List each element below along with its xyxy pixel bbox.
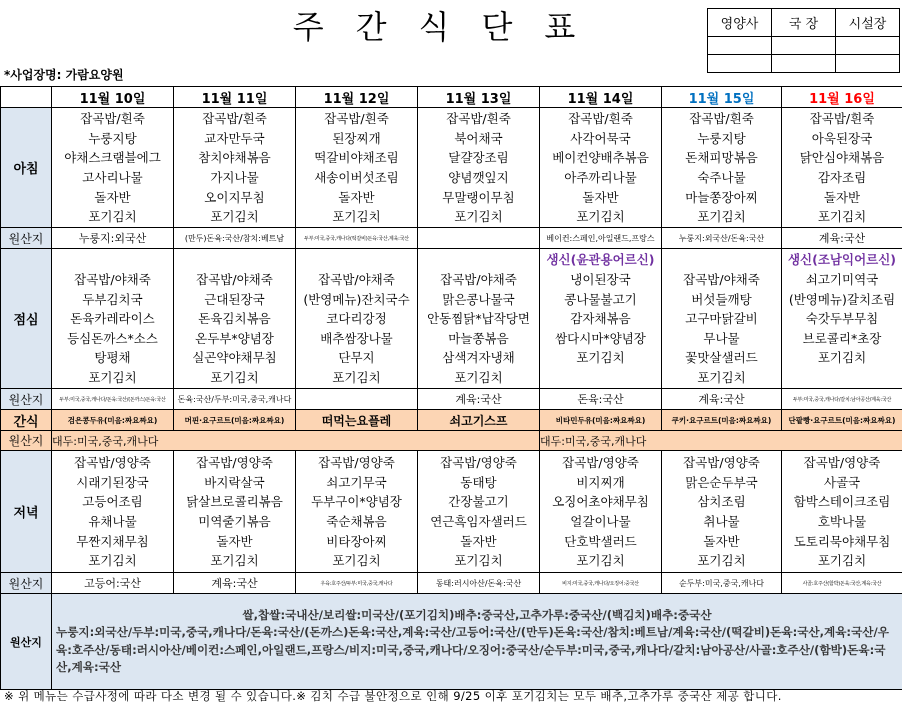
lunch-item: [782, 368, 902, 388]
breakfast-day-2: [296, 108, 418, 228]
dinner-item: 시래기된장국: [76, 474, 149, 490]
dinner-item: 돌자반: [460, 533, 497, 549]
lunch-item: 배추쌈장나물: [320, 330, 393, 346]
dinner-item: 죽순채볶음: [326, 514, 387, 529]
breakfast-item: 돈채피망볶음: [685, 150, 758, 166]
dinner-item: 취나물: [703, 514, 740, 529]
snack-origin-left: 대두:미국,중국,캐나다: [52, 431, 540, 451]
breakfast-item: 북어채국: [454, 130, 503, 146]
lunch-special-4: 생신(윤관용어르신): [546, 252, 655, 268]
dinner-item: 간장불고기: [448, 494, 509, 510]
lunch-item: 무나물: [703, 330, 740, 346]
dinner-item: 포기김치: [817, 553, 867, 569]
breakfast-item: 포기김치: [210, 209, 259, 225]
breakfast-item: 숙주나물: [697, 170, 746, 185]
dinner-item: 미역줄기볶음: [198, 514, 271, 529]
lunch-item: 브로콜리*초장: [802, 330, 882, 346]
breakfast-item: 떡갈비야채조림: [314, 150, 399, 166]
dinner-origin-3: 동태:러시아산/돈육:국산: [418, 573, 540, 594]
lunch-item: 잡곡밥/야채죽: [683, 272, 760, 288]
lunch-item: 안동찜닭*납작당면: [427, 311, 530, 327]
dinner-origin-0: 고등어:국산: [52, 573, 174, 594]
lunch-item: 돈육카레라이스: [70, 311, 155, 327]
lunch-item: 근대된장국: [204, 291, 265, 307]
dinner-item: 잡곡밥/영양죽: [562, 455, 639, 471]
breakfast-item: 참치야채볶음: [198, 150, 271, 166]
approval-sign-1: [708, 37, 772, 55]
dinner-day-5: [662, 451, 782, 573]
dinner-item: 포기김치: [576, 553, 625, 569]
breakfast-item: 된장찌개: [332, 130, 381, 146]
lunch-item: 잡곡밥/야채죽: [74, 272, 151, 288]
dinner-item: 쇠고기무국: [326, 474, 387, 490]
breakfast-day-5: [662, 108, 782, 228]
breakfast-item: 돌자반: [94, 189, 131, 205]
lunch-day-6: [782, 249, 902, 389]
lunch-origin-5: 계육:국산: [662, 389, 782, 410]
breakfast-origin-label: 원산지: [1, 228, 52, 249]
lunch-item: 숙갓두부무침: [805, 311, 879, 327]
lunch-item: 냉이된장국: [570, 272, 631, 288]
header-corner: [1, 87, 52, 108]
approval-sign-6: [836, 55, 900, 73]
lunch-item: (반영메뉴)잔치국수: [303, 291, 410, 307]
footer-note: ※ 위 메뉴는 수급사정에 따라 다소 변경 될 수 있습니다.※ 김치 수급 불안정으로 인해 9/25 이후 포기김치는 모두 배추,고추가루 중국산 제공 합니다.: [4, 689, 782, 703]
dinner-item: 사골국: [823, 474, 861, 490]
lunch-origin-6: 두부:미국,중국,캐나다/갈치:남아공산/계육:국산: [782, 389, 902, 410]
lunch-item: 잡곡밥/야채죽: [440, 272, 517, 288]
snack-day-1: 머핀·요구르트(미음:짜요짜요): [174, 410, 296, 431]
lunch-item: [540, 368, 661, 388]
lunch-item: 코다리강정: [326, 311, 387, 327]
breakfast-item: 포기김치: [817, 209, 867, 225]
dinner-day-3: [418, 451, 540, 573]
breakfast-origin-6: 계육:국산: [782, 228, 902, 249]
lunch-special-1: [174, 250, 295, 270]
breakfast-day-6: [782, 108, 902, 228]
dinner-item: 포기김치: [88, 553, 137, 569]
dinner-item: 잡곡밥/영양죽: [196, 455, 273, 471]
lunch-item: 고구마닭갈비: [685, 311, 758, 327]
lunch-item: 포기김치: [454, 369, 503, 385]
date-header-6: 11월 16일: [782, 87, 902, 108]
lunch-item: 잡곡밥/야채죽: [318, 272, 395, 288]
lunch-special-6: 생신(조남익어르신): [787, 252, 897, 268]
breakfast-day-1: [174, 108, 296, 228]
lunch-origin-1: 돈육:국산/두부:미국,중국,캐나다: [174, 389, 296, 410]
dinner-day-4: [540, 451, 662, 573]
snack-day-4: 비타민두유(미음:짜요짜요): [540, 410, 662, 431]
breakfast-item: 포기김치: [88, 209, 137, 225]
date-header-2: 11월 12일: [296, 87, 418, 108]
origin-summary: [52, 594, 902, 690]
lunch-day-5: [662, 249, 782, 389]
lunch-item: 단무지: [338, 350, 375, 366]
dinner-origin-5: 순두부:미국,중국,캐나다: [662, 573, 782, 594]
lunch-item: 감자채볶음: [570, 311, 631, 327]
dinner-item: 잡곡밥/영양죽: [440, 455, 517, 471]
breakfast-day-0: [52, 108, 174, 228]
dinner-origin-6: 사골:호주산(함박)돈육:국산,계육:국산: [782, 573, 902, 594]
breakfast-item: 달걀장조림: [448, 150, 509, 166]
breakfast-item: 잡곡밥/흰죽: [80, 111, 145, 127]
date-header-3: 11월 13일: [418, 87, 540, 108]
lunch-origin-2: [296, 389, 418, 410]
breakfast-item: 누룽지탕: [88, 130, 137, 146]
dinner-item: 바지락살국: [204, 474, 265, 490]
dinner-item: 단호박샐러드: [564, 533, 637, 549]
breakfast-item: 포기김치: [697, 209, 746, 225]
breakfast-origin-5: 누룽지:외국산/돈육:국산: [662, 228, 782, 249]
lunch-item: 포기김치: [210, 369, 259, 385]
breakfast-label: 아침: [1, 108, 52, 228]
lunch-item: 탕평채: [94, 350, 131, 366]
snack-origin-right: 대두:미국,중국,캐나다: [540, 431, 902, 451]
menu-table: [0, 86, 902, 690]
breakfast-item: 잡곡밥/흰죽: [202, 111, 267, 127]
lunch-special-5: [662, 250, 781, 270]
breakfast-item: 베이컨양배추볶음: [552, 150, 649, 166]
dinner-item: 도토리묵야채무침: [793, 533, 891, 549]
breakfast-origin-1: (만두)돈육:국산/참치:베트남: [174, 228, 296, 249]
dinner-origin-1: 계육:국산: [174, 573, 296, 594]
lunch-item: 삼색겨자냉채: [442, 350, 515, 366]
lunch-item: 포기김치: [697, 369, 746, 385]
breakfast-item: 감자조림: [817, 170, 867, 185]
dinner-item: 포기김치: [697, 553, 746, 569]
snack-label: 간식: [1, 410, 52, 431]
dinner-item: 무짠지채무침: [76, 533, 149, 549]
snack-day-5: 쿠키·요구르트(미음:짜요짜요): [662, 410, 782, 431]
dinner-label: 저녁: [1, 451, 52, 573]
dinner-item: 연근흑임자샐러드: [430, 514, 527, 529]
date-header-1: 11월 11일: [174, 87, 296, 108]
breakfast-item: 교자만두국: [204, 130, 265, 146]
dinner-item: 돌자반: [703, 533, 740, 549]
breakfast-item: 새송이버섯조림: [314, 170, 399, 185]
dinner-day-1: [174, 451, 296, 573]
breakfast-item: 포기김치: [576, 209, 625, 225]
date-header-4: 11월 14일: [540, 87, 662, 108]
approval-director: 국 장: [772, 9, 836, 37]
lunch-item: 실곤약야채무침: [192, 350, 277, 366]
date-header-5: 11월 15일: [662, 87, 782, 108]
breakfast-item: 돌자반: [338, 189, 375, 205]
dinner-item: 포기김치: [210, 553, 259, 569]
lunch-day-3: [418, 249, 540, 389]
dinner-item: 함박스테이크조림: [793, 494, 891, 510]
lunch-label: 점심: [1, 249, 52, 389]
lunch-day-4: [540, 249, 662, 389]
business-name: *사업장명: 가람요양원: [4, 68, 124, 82]
approval-sign-2: [772, 37, 836, 55]
lunch-item: 쇠고기미역국: [805, 272, 879, 288]
dinner-item: 고등어조림: [82, 494, 143, 510]
lunch-item: 포기김치: [576, 350, 625, 366]
approval-nutritionist: 영양사: [708, 9, 772, 37]
lunch-item: (반영메뉴)갈치조림: [788, 291, 896, 307]
snack-day-6: 단팥빵·요구르트(미음:짜요짜요): [782, 410, 902, 431]
lunch-item: 버섯들깨탕: [691, 291, 752, 307]
dinner-item: 비지찌개: [576, 474, 625, 490]
dinner-day-0: [52, 451, 174, 573]
origin-summary-line-1: 쌀,찹쌀:국내산/보리쌀:미국산/(포기김치)배추:중국산,고추가루:중국산/(백김치)배추:중국산: [242, 607, 712, 622]
dinner-item: 잡곡밥/영양죽: [74, 455, 151, 471]
breakfast-item: 잡곡밥/흰죽: [324, 111, 389, 127]
dinner-item: 돌자반: [216, 533, 253, 549]
lunch-origin-0: 두부:미국,중국,캐나다/돈육:국산/(돈까스)돈육:국산: [52, 389, 174, 410]
lunch-day-1: [174, 249, 296, 389]
breakfast-item: 돌자반: [823, 189, 861, 205]
lunch-origin-4: 돈육:국산: [540, 389, 662, 410]
breakfast-item: 아욱된장국: [811, 130, 873, 146]
dinner-item: 맑은순두부국: [685, 474, 758, 490]
lunch-item: 포기김치: [817, 350, 867, 366]
origin-all-label: 원산지: [1, 594, 52, 690]
lunch-special-3: [418, 250, 539, 270]
dinner-origin-label: 원산지: [1, 573, 52, 594]
breakfast-day-3: [418, 108, 540, 228]
breakfast-item: 무말랭이무침: [442, 189, 515, 205]
breakfast-item: 돌자반: [582, 189, 619, 205]
dinner-origin-2: 우육:호주산/두부:미국,중국,캐나다: [296, 573, 418, 594]
lunch-item: 포기김치: [332, 369, 381, 385]
dinner-item: 얼갈이나물: [570, 514, 631, 529]
approval-box: [707, 8, 900, 73]
lunch-special-2: [296, 250, 417, 270]
approval-facility-head: 시설장: [836, 9, 900, 37]
breakfast-item: 가지나물: [210, 170, 259, 185]
dinner-origin-4: 비지:미국,중국,캐나다/오징어:중국산: [540, 573, 662, 594]
breakfast-item: 닭안심야채볶음: [799, 150, 885, 166]
breakfast-origin-3: [418, 228, 540, 249]
lunch-item: 온두부*양념장: [195, 330, 274, 346]
snack-day-3: 쇠고기스프: [418, 410, 540, 431]
breakfast-item: 잡곡밥/흰죽: [446, 111, 511, 127]
dinner-item: 닭살브로콜리볶음: [186, 494, 283, 510]
breakfast-origin-0: 누룽지:외국산: [52, 228, 174, 249]
dinner-item: 포기김치: [332, 553, 381, 569]
breakfast-item: 잡곡밥/흰죽: [809, 111, 875, 127]
lunch-item: 쌈다시마*양념장: [555, 330, 646, 346]
dinner-day-2: [296, 451, 418, 573]
breakfast-item: 포기김치: [454, 209, 503, 225]
breakfast-day-4: [540, 108, 662, 228]
dinner-item: 삼치조림: [697, 494, 746, 510]
approval-sign-5: [772, 55, 836, 73]
dinner-item: 오징어초야채무침: [552, 494, 649, 510]
origin-summary-line-2: 누룽지:외국산/두부:미국,중국,캐나다/돈육:국산/(돈까스)돈육:국산,계육:국산/고등어:국산/(만두)돈육:국산/참치:베트남/계육:국산/(떡갈비)돈육:국산,계육:국산/우육:호주산/동태:러시아산/베이컨:스페인,아일랜드,프랑스/비지:미국,중국,캐나다/오징어:중국산/순두부:미국,중국,캐나다/갈치:남아공산/사골:호주산/(함박)돈육:국산,계육:국산: [56, 625, 889, 674]
lunch-item: 등심돈까스*소스: [67, 330, 158, 346]
lunch-origin-3: 계육:국산: [418, 389, 540, 410]
approval-sign-3: [836, 37, 900, 55]
breakfast-item: 오이지무침: [204, 189, 265, 205]
dinner-item: 잡곡밥/영양죽: [318, 455, 395, 471]
dinner-item: 두부구이*양념장: [311, 494, 402, 510]
dinner-item: 잡곡밥/영양죽: [683, 455, 760, 471]
dinner-day-6: [782, 451, 902, 573]
date-header-0: 11월 10일: [52, 87, 174, 108]
dinner-item: 유채나물: [88, 514, 137, 529]
approval-sign-4: [708, 55, 772, 73]
breakfast-item: 누룽지탕: [697, 130, 746, 146]
breakfast-item: 야채스크램블에그: [64, 150, 161, 166]
breakfast-item: 사각어묵국: [570, 130, 631, 146]
snack-day-2: 떠먹는요플레: [296, 410, 418, 431]
lunch-day-0: [52, 249, 174, 389]
breakfast-item: 아주까리나물: [564, 170, 637, 185]
lunch-origin-label: 원산지: [1, 389, 52, 410]
lunch-item: 마늘쫑볶음: [448, 330, 509, 346]
dinner-item: 포기김치: [454, 553, 503, 569]
lunch-item: 잡곡밥/야채죽: [196, 272, 273, 288]
snack-day-0: 검은콩두유(미음:짜요짜요): [52, 410, 174, 431]
breakfast-item: 마늘쫑장아찌: [685, 189, 758, 205]
dinner-item: 비타장아찌: [326, 533, 387, 549]
breakfast-item: 고사리나물: [82, 170, 143, 185]
page-title: 주간식단표: [292, 8, 608, 46]
dinner-item: 동태탕: [460, 474, 497, 490]
lunch-item: 맑은콩나물국: [442, 291, 515, 307]
breakfast-origin-4: 베이컨:스페인,아일랜드,프랑스: [540, 228, 662, 249]
dinner-item: 호박나물: [817, 514, 867, 529]
breakfast-item: 포기김치: [332, 209, 381, 225]
breakfast-origin-2: 두부:미국,중국,캐나다(떡갈비)돈육:국산,계육:국산: [296, 228, 418, 249]
lunch-day-2: [296, 249, 418, 389]
snack-origin-label: 원산지: [1, 431, 52, 451]
lunch-item: 돈육김치볶음: [198, 311, 271, 327]
breakfast-item: 잡곡밥/흰죽: [689, 111, 754, 127]
lunch-item: 두부김치국: [82, 291, 143, 307]
lunch-item: 포기김치: [88, 369, 137, 385]
breakfast-item: 잡곡밥/흰죽: [568, 111, 633, 127]
dinner-item: 잡곡밥/영양죽: [803, 455, 881, 471]
lunch-item: 꽃맛살샐러드: [685, 350, 758, 366]
lunch-item: 콩나물불고기: [564, 291, 637, 307]
lunch-special-0: [52, 250, 173, 270]
breakfast-item: 양념깻잎지: [448, 170, 509, 185]
